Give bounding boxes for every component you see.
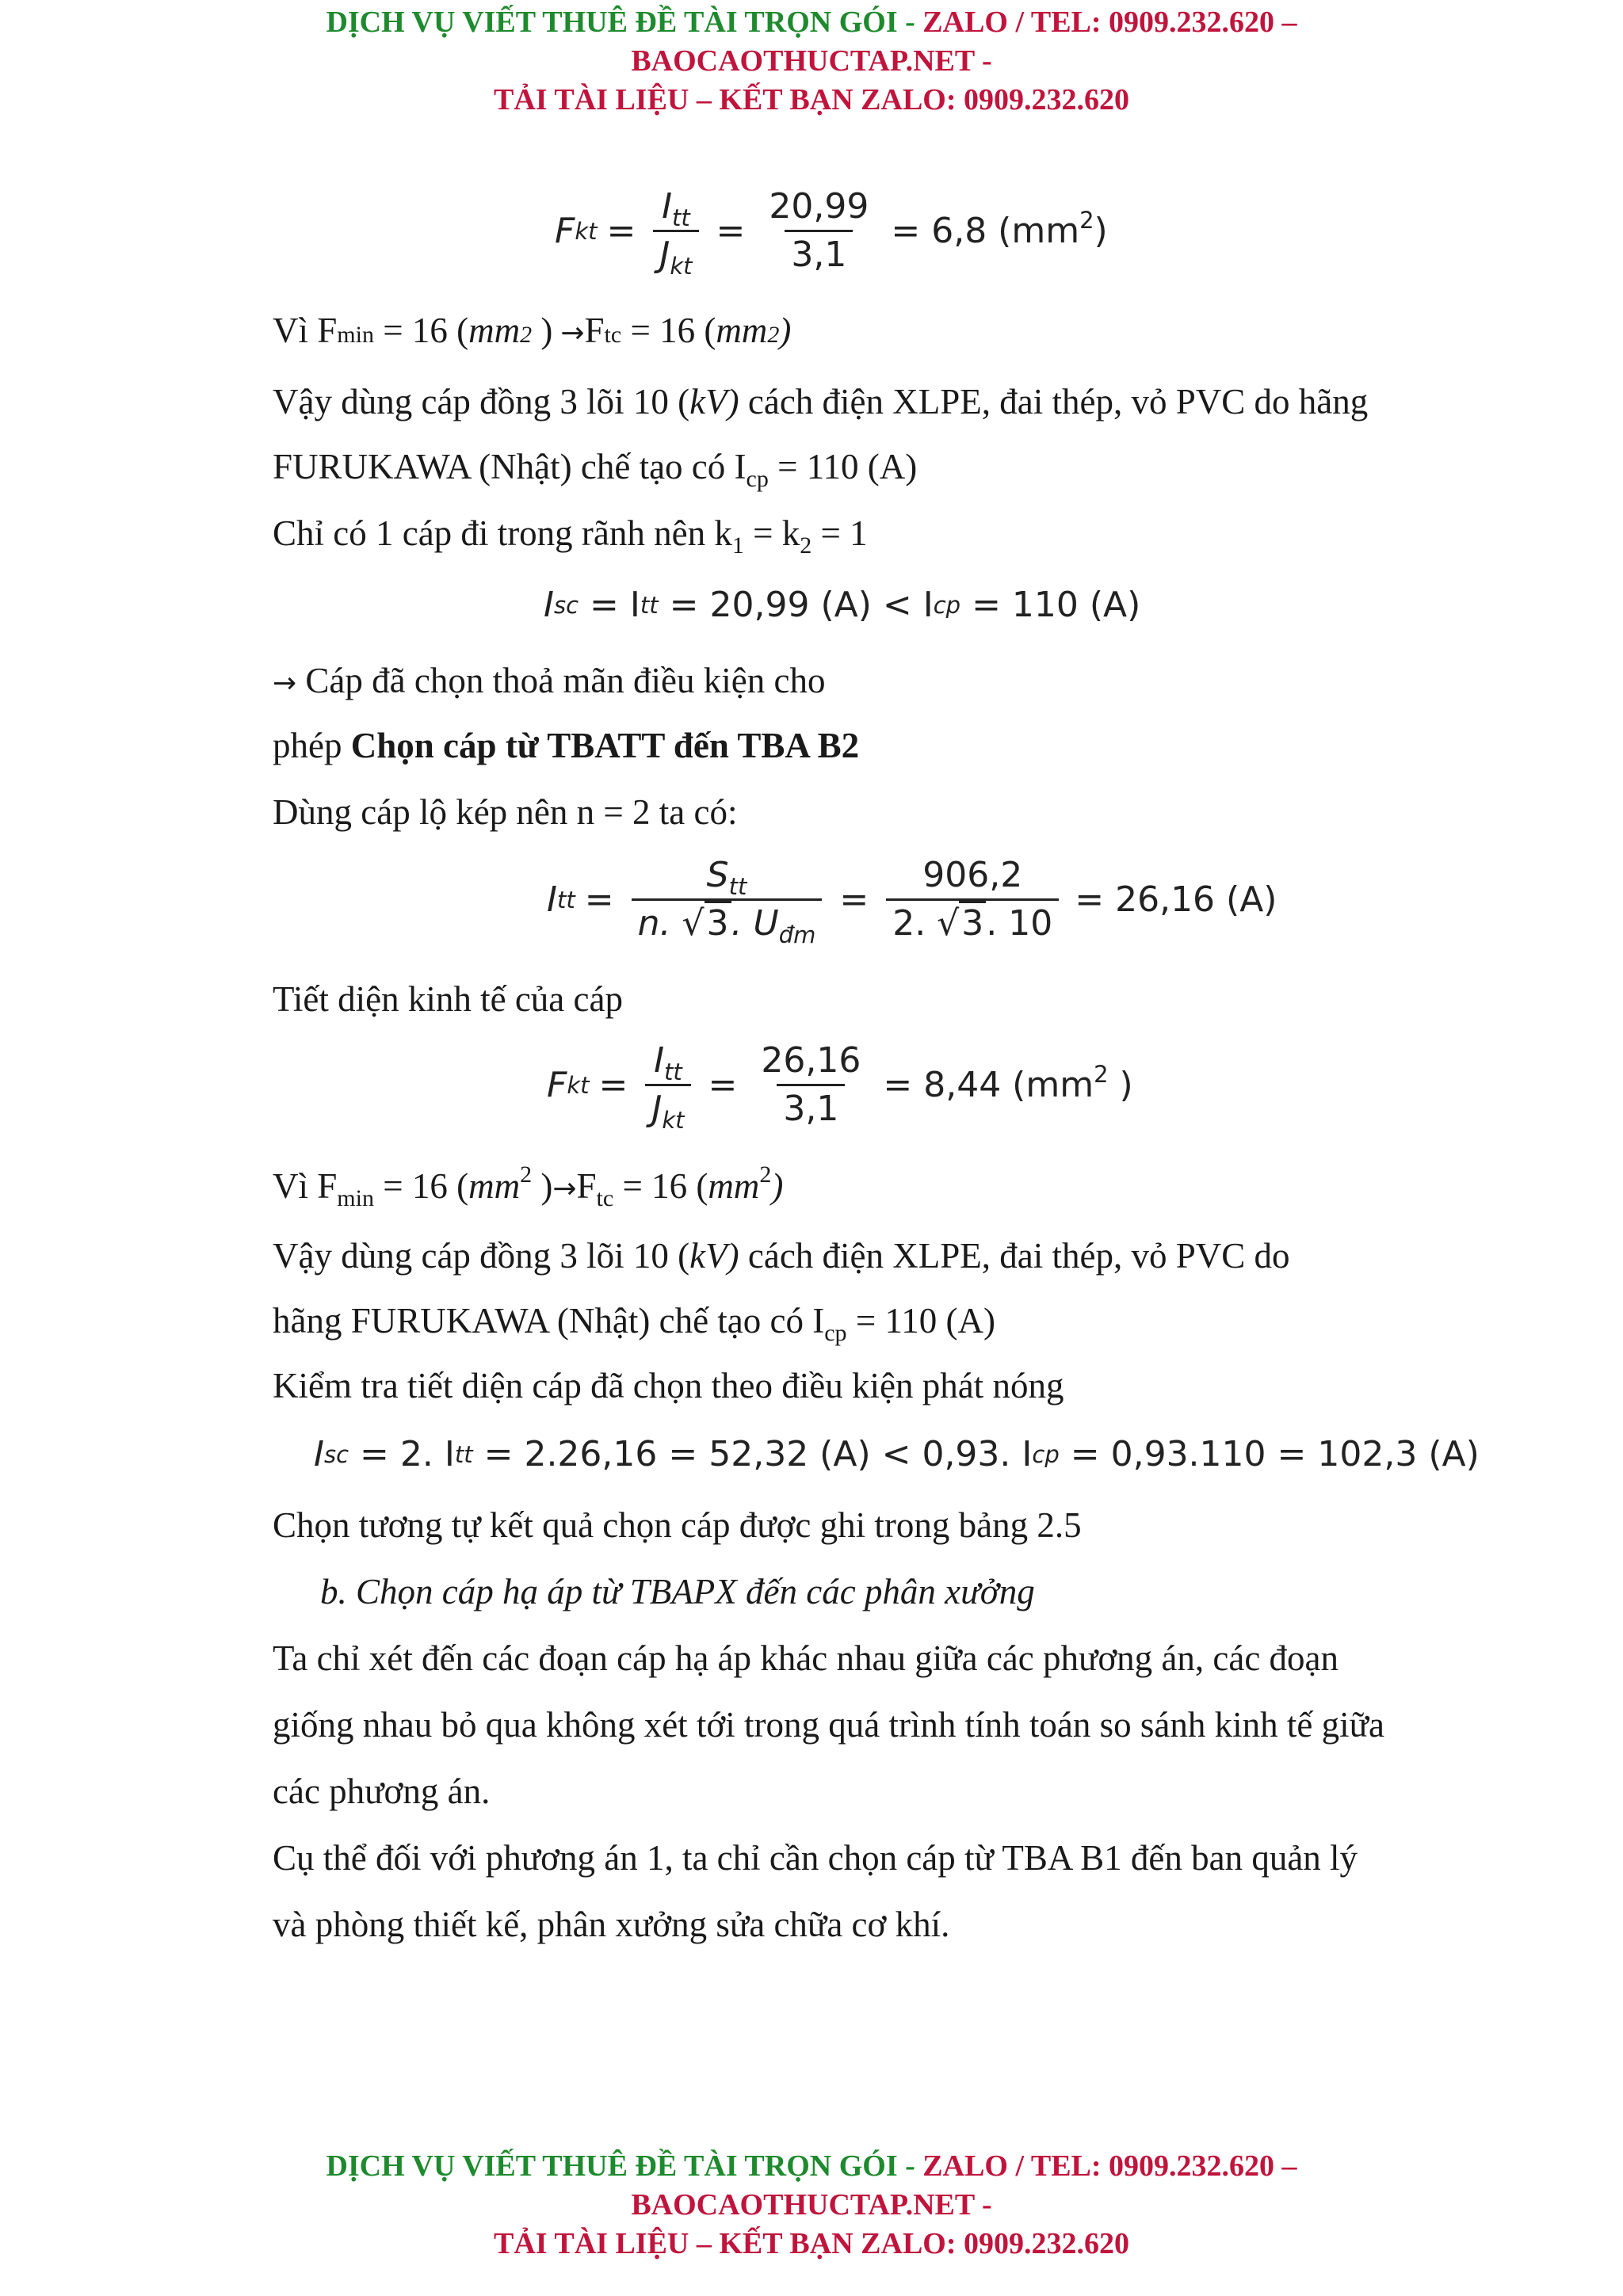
header-banner xyxy=(0,3,1623,120)
paragraph-cu-the-1: Cụ thể đối với phương án 1, ta chỉ cần chọn cáp từ TBA B1 đến ban quản lý xyxy=(273,1838,1358,1878)
equation-fkt-2: F kt = $\frac{I_{tt}}{J_{kt}}$ = $\frac{26,16}{3,1}$ = 8,44 ($mm^2$ ) xyxy=(547,1040,1133,1134)
banner-line-2: BAOCAOTHUCTAP.NET - xyxy=(631,2188,992,2222)
equation-itt: I tt = $\frac{S_{tt}}{n. √3. U_{đm}}$ = $\frac{906,2}{2. √3. 10}$ = 26,16 (A) xyxy=(547,855,1277,948)
line-fmin-1: Vì Fmin = 16 (mm2 ) →Ftc = 16 (mm2) xyxy=(273,311,792,350)
equation-isc-1: I sc = I tt = 20,99 (A) < I cp = 110 (A) xyxy=(544,585,1141,625)
equation-isc-2: I sc = 2. I tt = 2.26,16 = 52,32 (A) < 0,93. I cp = 0,93.110 = 102,3 (A) xyxy=(314,1434,1480,1474)
paragraph-tiet-dien: Tiết diện kinh tế của cáp xyxy=(273,979,623,1019)
paragraph-dung-cap-lo-kep: Dùng cáp lộ kép nên n = 2 ta có: xyxy=(273,792,738,832)
arrow-icon: → xyxy=(560,317,585,349)
banner-line-1: DỊCH VỤ VIẾT THUÊ ĐỀ TÀI TRỌN GÓI - ZALO / TEL: 0909.232.620 – xyxy=(326,6,1297,39)
paragraph-furukawa-2: hãng FURUKAWA (Nhật) chế tạo có $I_{cp} = 110$ (A) xyxy=(273,1301,995,1346)
banner-line-1: DỊCH VỤ VIẾT THUÊ ĐỀ TÀI TRỌN GÓI - ZALO / TEL: 0909.232.620 – xyxy=(326,2149,1297,2183)
paragraph-ta-chi-3: các phương án. xyxy=(273,1772,491,1811)
paragraph-ta-chi-1: Ta chỉ xét đến các đoạn cáp hạ áp khác nhau giữa các phương án, các đoạn xyxy=(273,1638,1339,1678)
paragraph-ta-chi-2: giống nhau bỏ qua không xét tới trong quá trình tính toán so sánh kinh tế giữa xyxy=(273,1705,1384,1745)
paragraph-vay-dung-1: Vậy dùng cáp đồng 3 lõi 10 (kV) cách điện XLPE, đai thép, vỏ PVC do hãng xyxy=(273,382,1369,421)
paragraph-phep-heading: phép Chọn cáp từ TBATT đến TBA B2 xyxy=(273,726,860,765)
footer-banner xyxy=(0,2147,1623,2264)
paragraph-chon-tuong-tu: Chọn tương tự kết quả chọn cáp được ghi trong bảng 2.5 xyxy=(273,1505,1082,1545)
arrow-icon: → xyxy=(273,667,297,700)
section-heading-b: b. Chọn cáp hạ áp từ TBAPX đến các phân xưởng xyxy=(320,1572,1035,1611)
paragraph-kiem-tra: Kiểm tra tiết diện cáp đã chọn theo điều kiện phát nóng xyxy=(273,1366,1064,1405)
paragraph-vay-dung-2: Vậy dùng cáp đồng 3 lõi 10 (kV) cách điện XLPE, đai thép, vỏ PVC do xyxy=(273,1236,1290,1276)
banner-line-2: BAOCAOTHUCTAP.NET - xyxy=(631,44,992,78)
equation-fkt-1: F kt = $\frac{I_{tt}}{J_{kt}}$ = $\frac{20,99}{3,1}$ = 6,8 $(mm^2)$ xyxy=(555,186,1108,280)
banner-line-3: TẢI TÀI LIỆU – KẾT BẠN ZALO: 0909.232.620 xyxy=(493,83,1130,116)
paragraph-cu-the-2: và phòng thiết kế, phân xưởng sửa chữa cơ khí. xyxy=(273,1905,950,1944)
paragraph-chi-co: Chỉ có 1 cáp đi trong rãnh nên $k_1 = k_2 = 1$ xyxy=(273,513,868,559)
banner-line-3: TẢI TÀI LIỆU – KẾT BẠN ZALO: 0909.232.620 xyxy=(493,2227,1130,2260)
arrow-icon: → xyxy=(552,1173,577,1205)
line-fmin-2: Vì $F_{min} = 16$ ($mm^2$ )$\to F_{tc} = 16$ $(mm^2)$ xyxy=(273,1161,784,1211)
paragraph-cap-da-chon: → Cáp đã chọn thoả mãn điều kiện cho xyxy=(273,661,826,700)
paragraph-furukawa-1: FURUKAWA (Nhật) chế tạo có $I_{cp} = 110$ (A) xyxy=(273,447,918,492)
